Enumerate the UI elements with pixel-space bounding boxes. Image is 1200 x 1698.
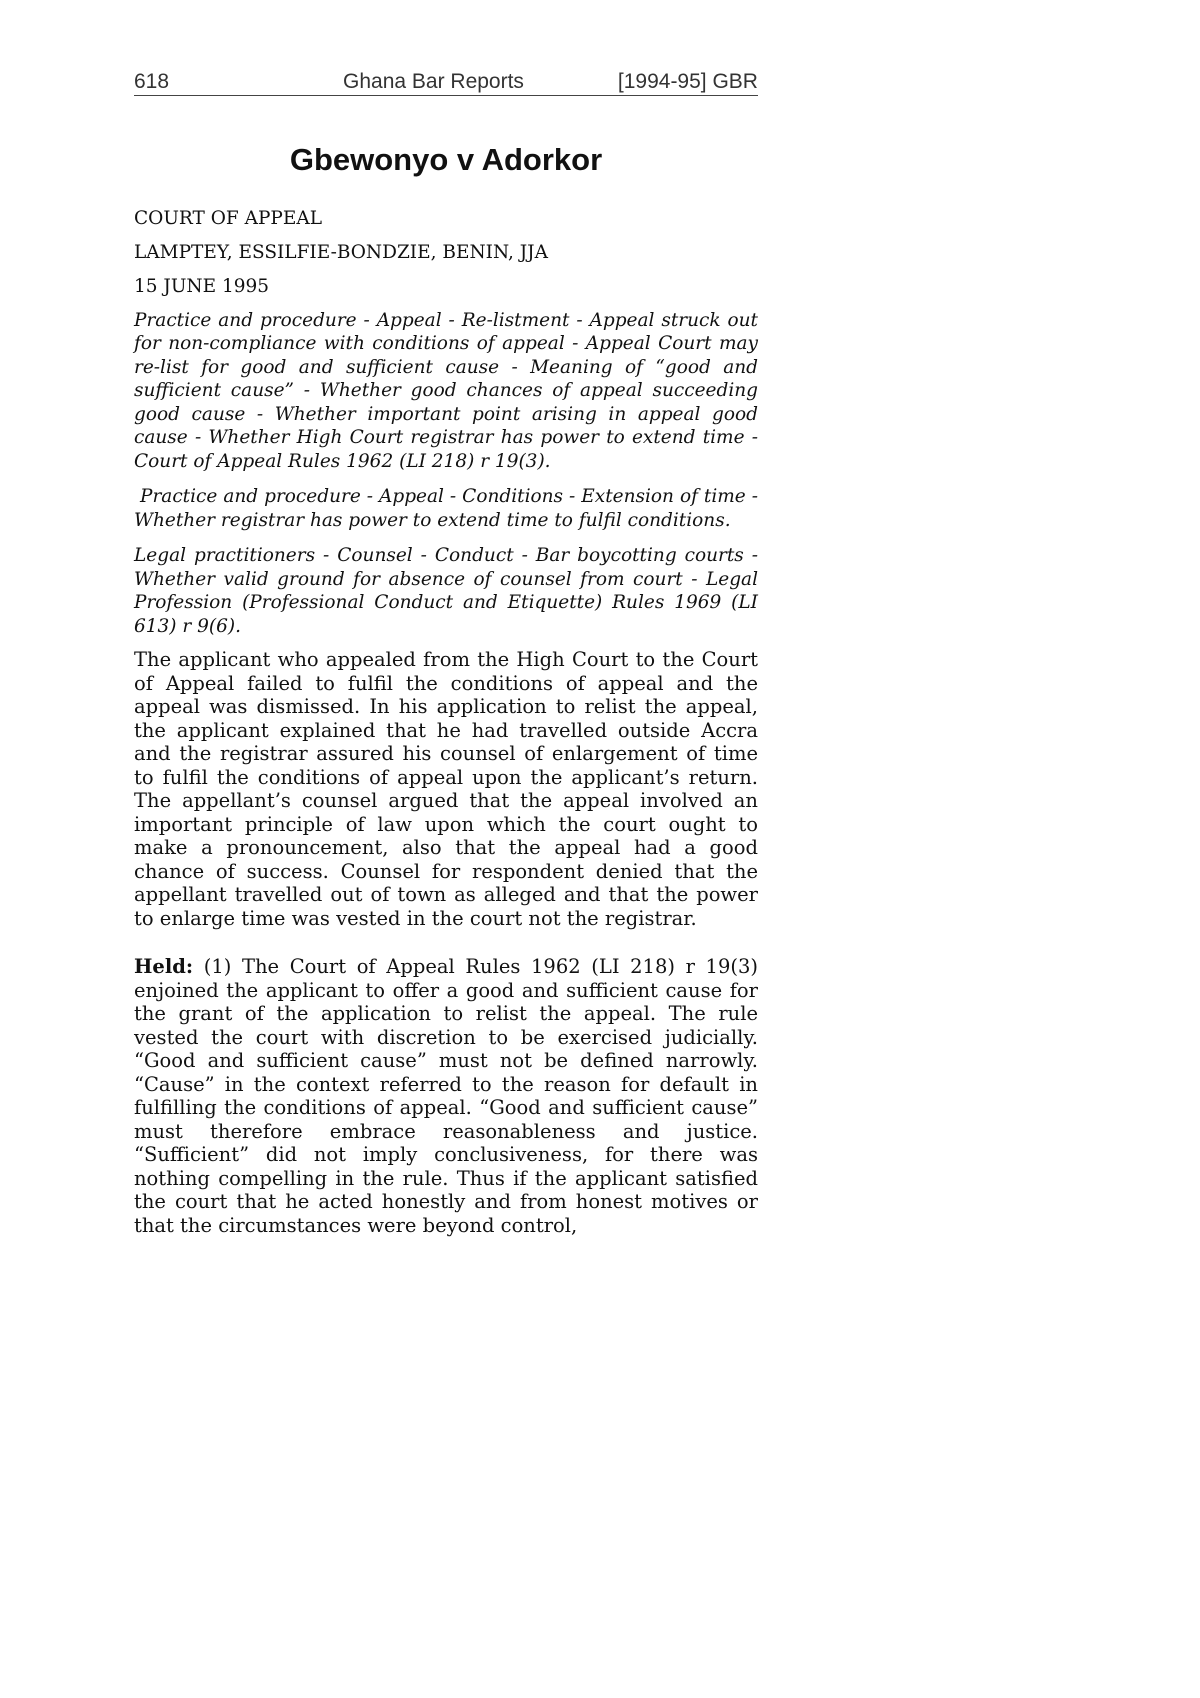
document-page [134,70,764,1262]
headnote-practice-relistment: Practice and procedure - Appeal - Re-listment - Appeal struck out for non-compliance with conditions of appeal - Appeal Court may re-list for good and sufficient cause - Meaning of “good and sufficient cause” - Whether good chances of appeal succeeding good cause - Whether important point arising in appeal good cause - Whether High Court registrar has power to extend time -Court of Appeal Rules 1962 (LI 218) r 19(3). [134,309,758,472]
held-label: Held: [134,955,194,979]
held-paragraph [134,955,758,1237]
report-citation: [1994-95] GBR [617,70,758,93]
case-title: Gbewonyo v Adorkor [289,142,603,178]
publication-title: Ghana Bar Reports [343,70,524,93]
facts-paragraph: The applicant who appealed from the High Court to the Court of Appeal failed to fulfil the conditions of appeal and the appeal was dismissed. In his application to relist the appeal, the applicant explained that he had travelled outside Accra and the registrar assured his counsel of enlargement of time to fulfil the conditions of appeal upon the applicant’s return. The appellant’s counsel argued that the appeal involved an important principle of law upon which the court ought to make a pronouncement, also that the appeal had a good chance of success. Counsel for respondent denied that the appellant travelled out of town as alleged and that the power to enlarge time was vested in the court not the registrar. [134,648,758,930]
held-text: (1) The Court of Appeal Rules 1962 (LI 218) r 19(3) enjoined the applicant to offer a good and sufficient cause for the grant of the application to relist the appeal. The rule vested the court with discretion to be exercised judicially. “Good and sufficient cause” must not be defined narrowly. “Cause” in the context referred to the reason for default in fulfilling the conditions of appeal. “Good and sufficient cause” must therefore embrace reasonableness and justice. “Sufficient” did not imply conclusiveness, for there was nothing compelling in the rule. Thus if the applicant satisfied the court that he acted honestly and from honest motives or that the circumstances were beyond control, [134,955,758,1237]
page-number: 618 [134,70,170,93]
headnote-legal-practitioners: Legal practitioners - Counsel - Conduct - Bar boycotting courts - Whether valid ground for absence of counsel from court - Legal Profession (Professional Conduct and Etiquette) Rules 1969 (LI 613) r 9(6). [134,545,758,637]
headnote-practice-extension: Practice and procedure - Appeal - Conditions - Extension of time - Whether registrar has power to extend time to fulfil conditions. [134,486,764,531]
judges-line: LAMPTEY, ESSILFIE-BONDZIE, BENIN, JJA [134,242,548,264]
court-name: COURT OF APPEAL [134,208,323,230]
running-header [134,70,758,96]
judgment-date: 15 JUNE 1995 [134,276,270,298]
